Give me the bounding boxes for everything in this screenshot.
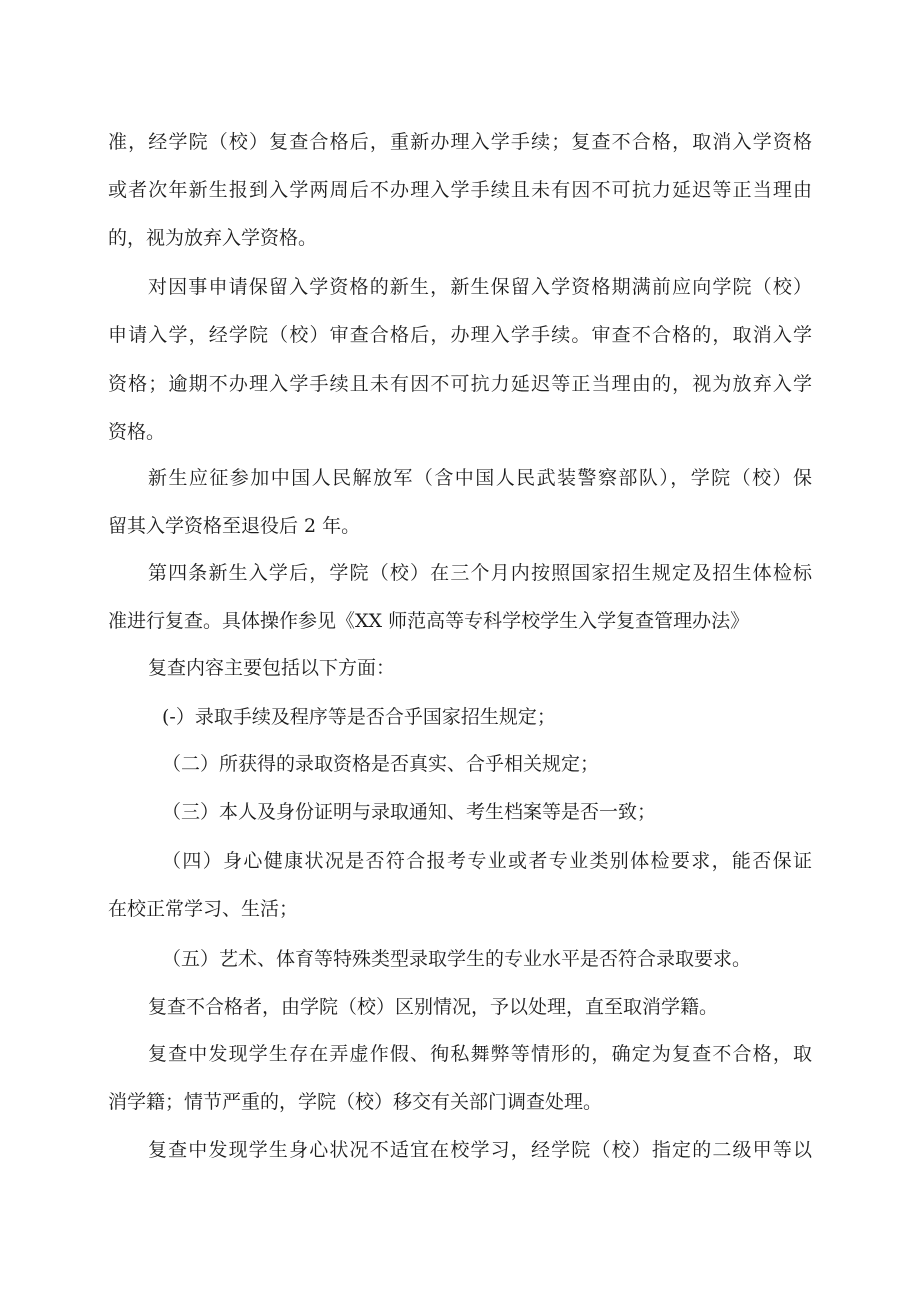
paragraph-4-line-2: 准进行复查。具体操作参见《XX 师范高等专科学校学生入学复查管理办法》 (108, 610, 750, 632)
list-item-1: (-）录取手续及程序等是否合乎国家招生规定； (162, 706, 556, 728)
list-item-3: （三）本人及身份证明与录取通知、考生档案等是否一致； (162, 801, 657, 823)
paragraph-6-line-1: 复查不合格者，由学院（校）区别情况，予以处理，直至取消学籍。 (148, 996, 719, 1018)
paragraph-2-line-4: 资格。 (108, 421, 166, 443)
paragraph-2-line-3: 资格；逾期不办理入学手续且未有因不可抗力延迟等正当理由的，视为放弃入学 (108, 373, 812, 395)
paragraph-3-line-1: 新生应征参加中国人民解放军（含中国人民武装警察部队），学院（校）保 (148, 467, 812, 489)
paragraph-1-line-2: 或者次年新生报到入学两周后不办理入学手续且未有因不可抗力延迟等正当理由 (108, 179, 812, 201)
paragraph-2-line-2: 申请入学，经学院（校）审查合格后，办理入学手续。审查不合格的，取消入学 (108, 324, 812, 346)
list-item-5: （五）艺术、体育等特殊类型录取学生的专业水平是否符合录取要求。 (162, 948, 752, 970)
paragraph-7-line-2: 消学籍；情节严重的，学院（校）移交有关部门调查处理。 (108, 1091, 603, 1113)
list-item-2: （二）所获得的录取资格是否真实、合乎相关规定； (162, 753, 600, 775)
paragraph-3-line-2: 留其入学资格至退役后 2 年。 (108, 515, 361, 537)
list-item-4-line-1: （四）身心健康状况是否符合报考专业或者专业类别体检要求，能否保证 (162, 850, 812, 872)
paragraph-4-line-1: 第四条新生入学后，学院（校）在三个月内按照国家招生规定及招生体检标 (148, 562, 812, 584)
paragraph-7-line-1: 复查中发现学生存在弄虚作假、徇私舞弊等情形的，确定为复查不合格，取 (148, 1043, 812, 1065)
paragraph-1-line-1: 准，经学院（校）复查合格后，重新办理入学手续；复查不合格，取消入学资格 (108, 131, 812, 153)
paragraph-1-line-3: 的，视为放弃入学资格。 (108, 227, 318, 249)
paragraph-5-line-1: 复查内容主要包括以下方面： (148, 657, 396, 679)
paragraph-8-line-1: 复查中发现学生身心状况不适宜在校学习，经学院（校）指定的二级甲等以 (148, 1139, 812, 1161)
list-item-4-line-2: 在校正常学习、生活； (108, 898, 299, 920)
paragraph-2-line-1: 对因事申请保留入学资格的新生，新生保留入学资格期满前应向学院（校） (148, 276, 812, 298)
